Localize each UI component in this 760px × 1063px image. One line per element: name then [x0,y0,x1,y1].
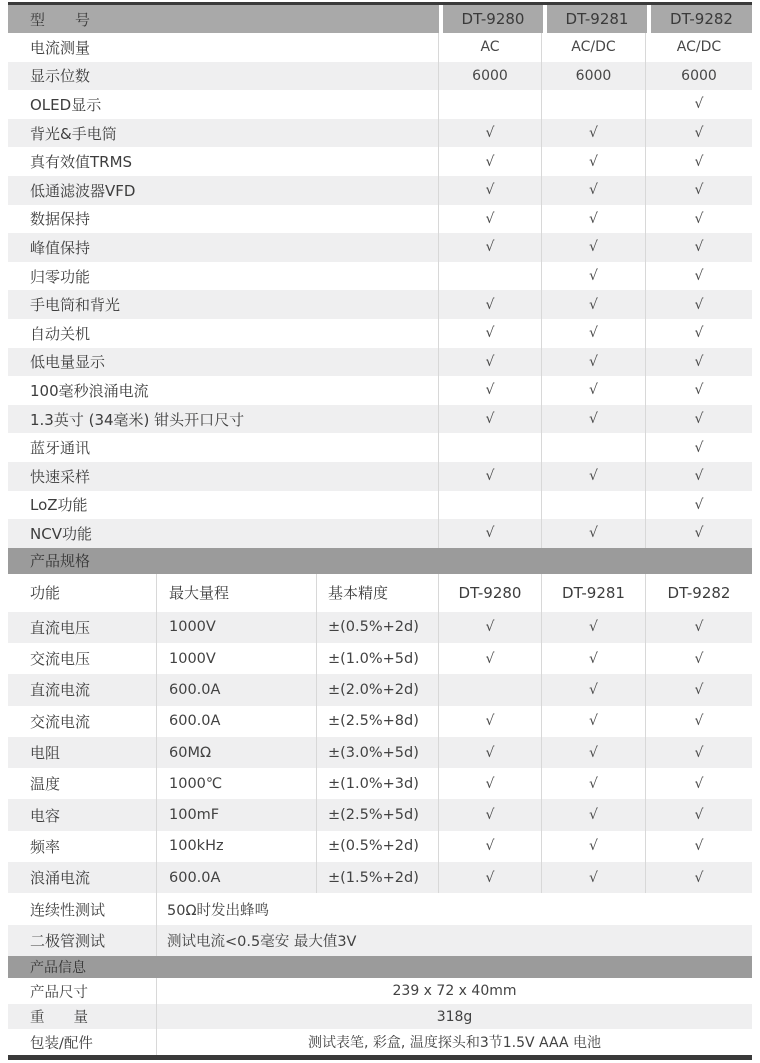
check-mark: √ [645,262,752,291]
check-mark: √ [645,290,752,319]
model-header-0: DT-9280 [443,5,543,33]
check-mark: √ [645,348,752,377]
spec-row [8,612,752,643]
spec-header-model-0: DT-9280 [438,574,541,612]
feature-row [8,176,752,205]
check-mark: √ [438,831,541,862]
feature-row [8,147,752,176]
check-mark: √ [541,706,645,737]
spec-function-label: 浪涌电流 [30,869,91,888]
feature-label: OLED显示 [30,95,102,114]
check-mark: √ [645,768,752,799]
check-mark: √ [438,147,541,176]
feature-label: 低通滤波器VFD [30,181,136,200]
info-label: 产品尺寸 [30,984,88,1001]
check-mark: √ [438,176,541,205]
spec-max-range: 1000V [156,643,316,674]
check-mark: √ [541,262,645,291]
check-mark: √ [541,233,645,262]
check-mark: √ [645,799,752,830]
spec-wide-label: 连续性测试 [30,900,106,919]
check-mark: √ [645,612,752,643]
check-mark: √ [645,519,752,548]
spec-accuracy: ±(0.5%+2d) [316,831,438,862]
check-mark: √ [541,462,645,491]
feature-label: 自动关机 [30,324,91,343]
check-mark: √ [645,862,752,893]
spec-accuracy: ±(3.0%+5d) [316,737,438,768]
check-mark: √ [541,376,645,405]
spec-header-model-2: DT-9282 [645,574,752,612]
info-value: 239 x 72 x 40mm [156,978,752,1004]
model-header-1: DT-9281 [547,5,647,33]
check-mark: √ [645,643,752,674]
feature-row [8,233,752,262]
feature-value [438,433,541,462]
check-mark: √ [438,233,541,262]
feature-label: 低电量显示 [30,353,106,372]
spec-row [8,706,752,737]
check-mark: √ [541,674,645,705]
feature-value: AC/DC [541,33,645,62]
check-mark: √ [541,643,645,674]
spec-header-model-1: DT-9281 [541,574,645,612]
check-mark: √ [541,612,645,643]
feature-row [8,33,752,62]
spec-header-accuracy: 基本精度 [316,574,438,612]
spec-max-range: 1000℃ [156,768,316,799]
feature-label: 快速采样 [30,467,91,486]
check-mark: √ [438,737,541,768]
spec-row [8,737,752,768]
check-mark: √ [645,706,752,737]
check-mark: √ [438,862,541,893]
feature-row [8,319,752,348]
feature-value [438,90,541,119]
check-mark: √ [438,768,541,799]
check-mark: √ [645,147,752,176]
product-spec-table [8,2,752,1060]
spec-wide-value: 测试电流<0.5毫安 最大值3V [156,925,752,957]
feature-value [541,90,645,119]
check-mark: √ [438,376,541,405]
check-mark: √ [438,290,541,319]
feature-label: 背光&手电筒 [30,124,117,143]
spec-row [8,674,752,705]
check-mark: √ [645,90,752,119]
spec-max-range: 100kHz [156,831,316,862]
spec-wide-label: 二极管测试 [30,932,106,951]
spec-max-range: 600.0A [156,862,316,893]
check-mark: √ [541,862,645,893]
spec-accuracy: ±(1.5%+2d) [316,862,438,893]
model-header-row [8,5,752,33]
info-row [8,1029,752,1055]
feature-label: 峰值保持 [30,238,91,257]
check-mark: √ [541,147,645,176]
spec-accuracy: ±(1.0%+5d) [316,643,438,674]
check-mark: √ [541,737,645,768]
feature-value [541,433,645,462]
feature-row [8,519,752,548]
feature-row [8,290,752,319]
check-mark: √ [438,799,541,830]
check-mark: √ [438,462,541,491]
check-mark: √ [541,119,645,148]
spec-wide-value: 50Ω时发出蜂鸣 [156,893,752,925]
check-mark: √ [645,205,752,234]
check-mark: √ [438,612,541,643]
check-mark: √ [541,176,645,205]
check-mark: √ [645,376,752,405]
feature-label: 归零功能 [30,267,91,286]
spec-function-label: 温度 [30,775,61,794]
spec-value [438,674,541,705]
feature-row [8,376,752,405]
check-mark: √ [438,519,541,548]
check-mark: √ [645,433,752,462]
section-title-product-info: 产品信息 [8,956,752,978]
feature-value: AC/DC [645,33,752,62]
check-mark: √ [438,405,541,434]
feature-row [8,348,752,377]
spec-function-label: 电容 [30,806,61,825]
spec-accuracy: ±(1.0%+3d) [316,768,438,799]
check-mark: √ [438,706,541,737]
feature-label: 100毫秒浪涌电流 [30,381,149,400]
spec-accuracy: ±(2.0%+2d) [316,674,438,705]
check-mark: √ [541,519,645,548]
feature-row [8,62,752,91]
check-mark: √ [438,643,541,674]
feature-row [8,462,752,491]
feature-label: 蓝牙通讯 [30,439,91,458]
spec-function-label: 直流电流 [30,681,91,700]
check-mark: √ [541,799,645,830]
spec-function-label: 交流电压 [30,650,91,669]
info-label: 包装/配件 [30,1035,93,1052]
check-mark: √ [541,405,645,434]
check-mark: √ [541,319,645,348]
feature-row [8,491,752,520]
spec-row [8,768,752,799]
feature-value: 6000 [438,62,541,91]
spec-wide-row [8,893,752,925]
check-mark: √ [541,831,645,862]
spec-row [8,643,752,674]
check-mark: √ [541,768,645,799]
feature-value [438,262,541,291]
spec-max-range: 60MΩ [156,737,316,768]
check-mark: √ [438,205,541,234]
spec-header-row [8,574,752,612]
spec-wide-row [8,925,752,957]
check-mark: √ [645,831,752,862]
check-mark: √ [645,176,752,205]
spec-function-label: 直流电压 [30,618,91,637]
spec-row [8,862,752,893]
feature-label: 真有效值TRMS [30,153,133,172]
feature-row [8,90,752,119]
check-mark: √ [438,319,541,348]
spec-row [8,799,752,830]
feature-row [8,405,752,434]
feature-label: 1.3英寸 (34毫米) 钳头开口尺寸 [30,410,245,429]
check-mark: √ [645,491,752,520]
feature-row [8,119,752,148]
feature-label: 手电筒和背光 [30,296,121,315]
feature-label: NCV功能 [30,524,92,543]
spec-function-label: 电阻 [30,744,61,763]
spec-max-range: 100mF [156,799,316,830]
spec-max-range: 600.0A [156,674,316,705]
check-mark: √ [645,462,752,491]
info-value: 测试表笔, 彩盒, 温度探头和3节1.5V AAA 电池 [156,1029,752,1055]
check-mark: √ [438,348,541,377]
check-mark: √ [541,205,645,234]
feature-row [8,205,752,234]
feature-value: 6000 [541,62,645,91]
check-mark: √ [645,674,752,705]
check-mark: √ [645,119,752,148]
check-mark: √ [645,233,752,262]
check-mark: √ [645,405,752,434]
check-mark: √ [645,737,752,768]
spec-accuracy: ±(2.5%+8d) [316,706,438,737]
spec-accuracy: ±(0.5%+2d) [316,612,438,643]
spec-accuracy: ±(2.5%+5d) [316,799,438,830]
feature-value [541,491,645,520]
check-mark: √ [645,319,752,348]
check-mark: √ [541,348,645,377]
spec-header-max-range: 最大量程 [156,574,316,612]
model-header-2: DT-9282 [651,5,752,33]
feature-label: 数据保持 [30,210,91,229]
spec-function-label: 频率 [30,837,61,856]
check-mark: √ [438,119,541,148]
info-label: 重 量 [30,1010,88,1027]
feature-row [8,433,752,462]
spec-header-function: 功能 [30,584,61,603]
info-value: 318g [156,1004,752,1030]
spec-row [8,831,752,862]
feature-label: 电流测量 [30,38,91,57]
section-title-product-specs: 产品规格 [8,548,752,574]
feature-label: LoZ功能 [30,496,88,515]
feature-row [8,262,752,291]
info-row [8,978,752,1004]
info-row [8,1004,752,1030]
spec-function-label: 交流电流 [30,712,91,731]
spec-max-range: 1000V [156,612,316,643]
model-header-title: 型 号 [8,5,439,33]
feature-value: AC [438,33,541,62]
feature-value [438,491,541,520]
check-mark: √ [541,290,645,319]
feature-value: 6000 [645,62,752,91]
spec-max-range: 600.0A [156,706,316,737]
feature-label: 显示位数 [30,67,91,86]
